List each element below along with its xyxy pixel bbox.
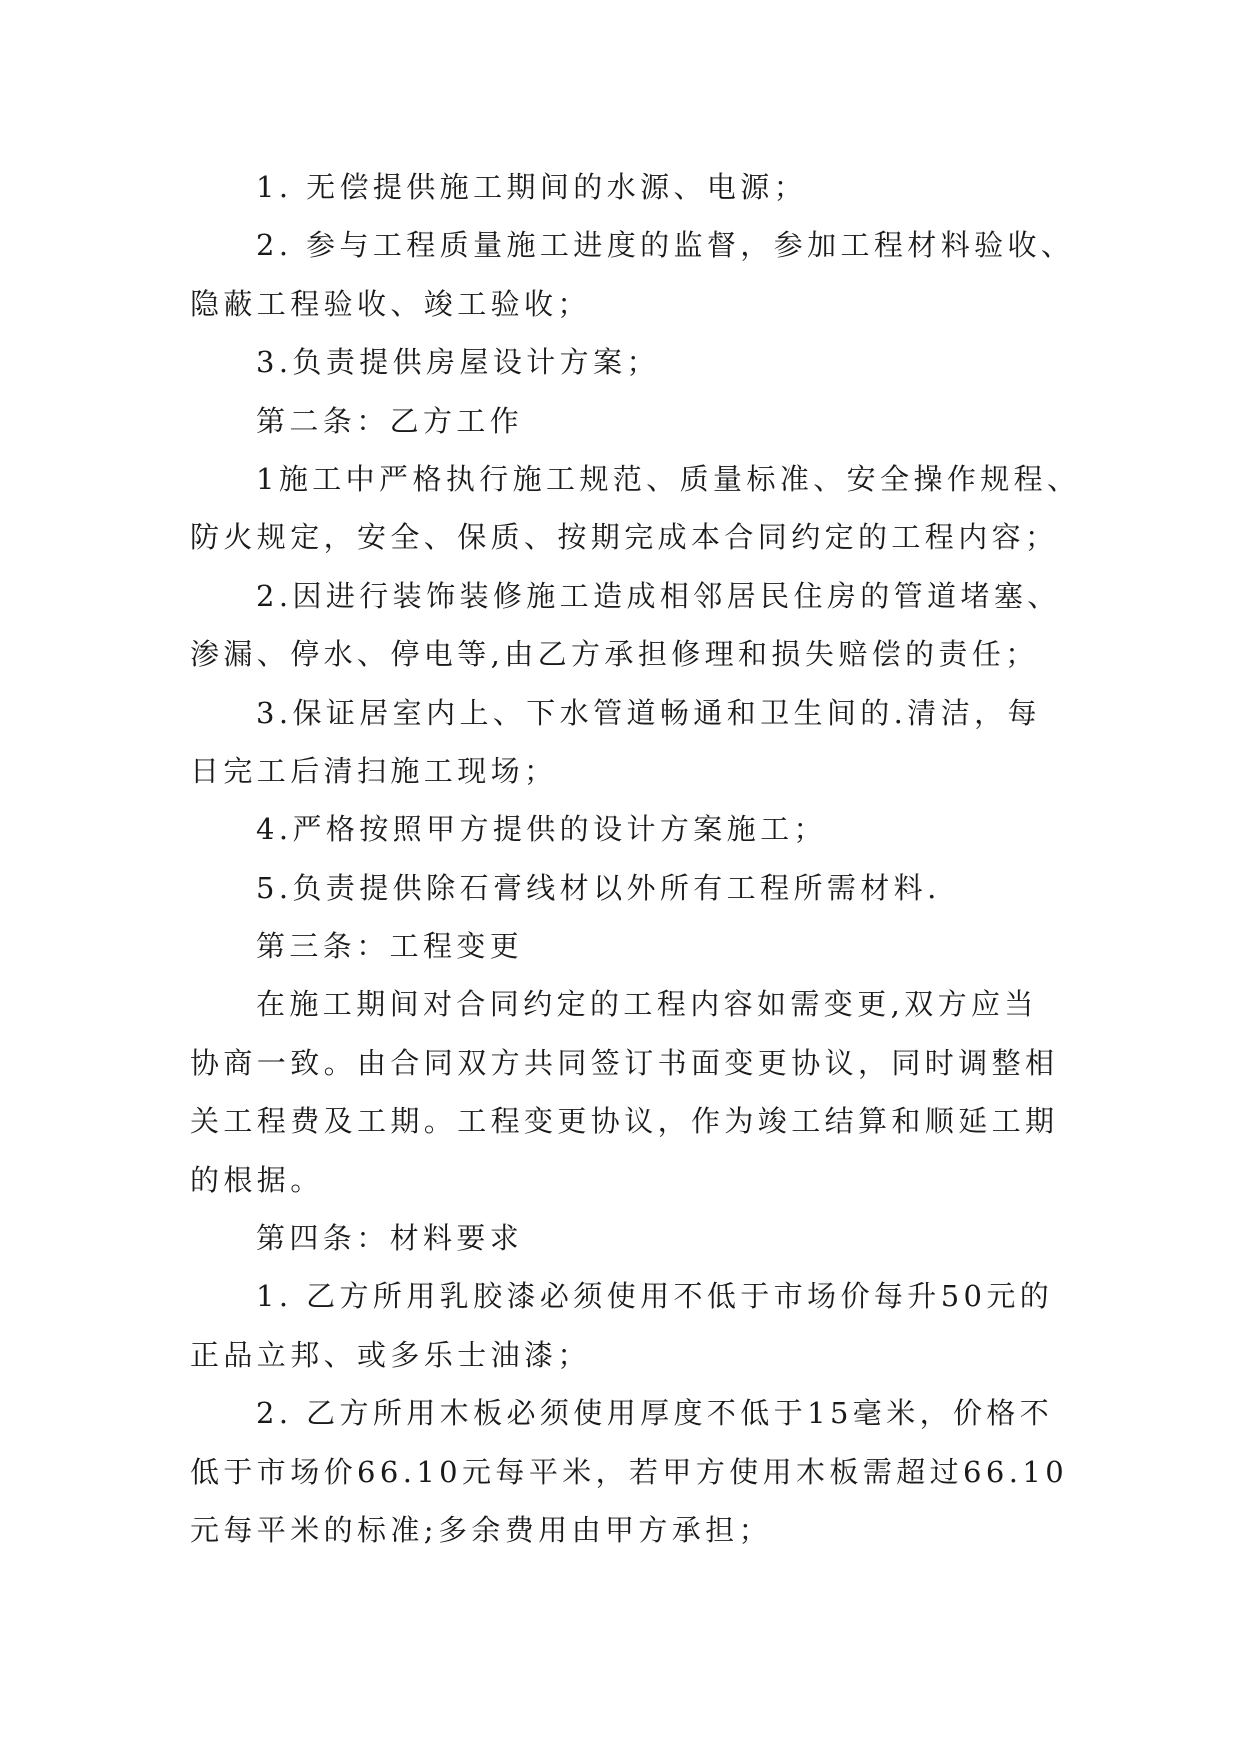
- text-line-24: 元每平米的标准;多余费用由甲方承担；: [190, 1512, 772, 1547]
- text-line-9: 渗漏、停水、停电等,由乙方承担修理和损失赔偿的责任；: [190, 637, 1039, 672]
- text-line-22: 2. 乙方所用木板必须使用厚度不低于15毫米，价格不: [256, 1396, 1054, 1431]
- text-line-10: 3.保证居室内上、下水管道畅通和卫生间的.清洁，每: [256, 695, 1041, 730]
- text-line-12: 4.严格按照甲方提供的设计方案施工；: [256, 812, 827, 847]
- text-line-13: 5.负责提供除石膏线材以外所有工程所需材料.: [256, 870, 941, 905]
- text-line-3: 隐蔽工程验收、竣工验收；: [190, 286, 591, 321]
- text-line-15: 在施工期间对合同约定的工程内容如需变更,双方应当: [256, 987, 1038, 1022]
- text-line-23: 低于市场价66.10元每平米，若甲方使用木板需超过66.10: [190, 1454, 1069, 1489]
- section-heading-2: 第二条：乙方工作: [256, 403, 524, 438]
- text-line-20: 1. 乙方所用乳胶漆必须使用不低于市场价每升50元的: [256, 1279, 1054, 1314]
- text-line-2: 2. 参与工程质量施工进度的监督，参加工程材料验收、: [256, 228, 1075, 263]
- text-line-18: 的根据。: [190, 1162, 324, 1197]
- text-line-7: 防火规定，安全、保质、按期完成本合同约定的工程内容；: [190, 520, 1059, 555]
- section-heading-4: 第四条：材料要求: [256, 1221, 524, 1256]
- text-line-16: 协商一致。由合同双方共同签订书面变更协议，同时调整相: [190, 1045, 1059, 1080]
- text-line-1: 1. 无偿提供施工期间的水源、电源；: [256, 170, 808, 204]
- text-line-6: 1施工中严格执行施工规范、质量标准、安全操作规程、: [256, 461, 1081, 496]
- text-line-8: 2.因进行装饰装修施工造成相邻居民住房的管道堵塞、: [256, 578, 1061, 613]
- section-heading-3: 第三条：工程变更: [256, 929, 524, 964]
- text-line-11: 日完工后清扫施工现场；: [190, 753, 558, 788]
- document-page: [190, 158, 1081, 1559]
- text-line-21: 正品立邦、或多乐士油漆；: [190, 1337, 591, 1372]
- text-line-17: 关工程费及工期。工程变更协议，作为竣工结算和顺延工期: [190, 1104, 1059, 1139]
- text-line-4: 3.负责提供房屋设计方案；: [256, 345, 660, 380]
